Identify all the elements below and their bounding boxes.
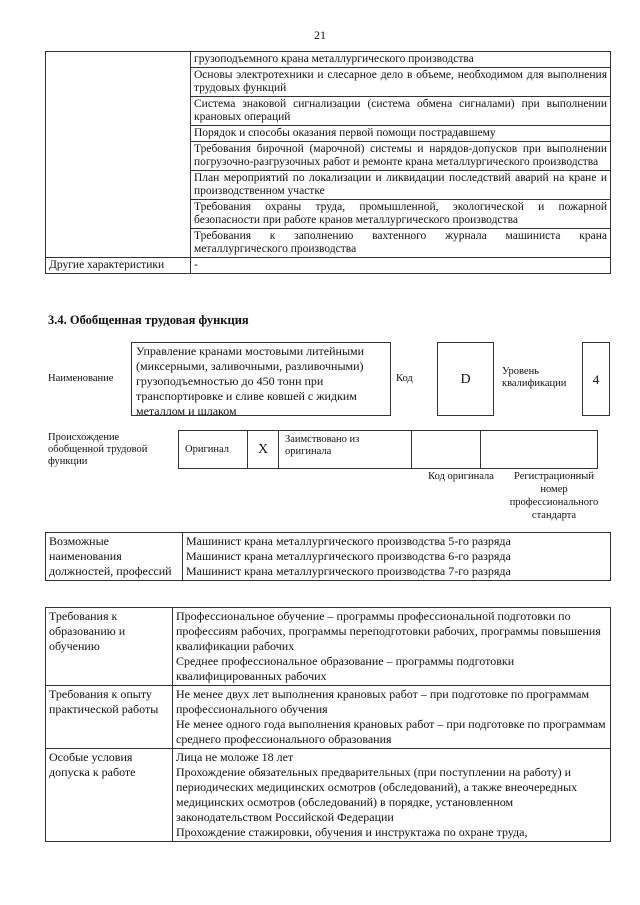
- positions-table: [45, 532, 611, 581]
- other-characteristics-label: Другие характеристики: [46, 258, 191, 274]
- education-item: Среднее профессиональное образование – программы подготовки квалифицированных рабочих: [176, 654, 515, 683]
- position-item: Машинист крана металлургического производства 5-го разряда: [186, 534, 511, 548]
- code-label: Код: [396, 373, 413, 384]
- knowledge-item: Порядок и способы оказания первой помощи пострадавшему: [191, 126, 611, 142]
- knowledge-item: План мероприятий по локализации и ликвидации последствий аварий на кране и производственном участке: [191, 171, 611, 200]
- page-number: 21: [314, 28, 326, 42]
- condition-item: Прохождение стажировки, обучения и инструктажа по охране труда,: [176, 825, 528, 839]
- qualification-level-label: Уровень квалификации: [502, 366, 567, 389]
- condition-item: Лица не моложе 18 лет: [176, 750, 294, 764]
- knowledge-table: [45, 51, 611, 274]
- name-label: Наименование: [48, 373, 114, 384]
- qualification-level: 4: [582, 342, 610, 416]
- conditions-label: Особые условия допуска к работе: [46, 749, 173, 842]
- position-item: Машинист крана металлургического производства 7-го разряда: [186, 564, 511, 578]
- education-label: Требования к образованию и обучению: [46, 608, 173, 686]
- code-caption: Код оригинала: [428, 471, 494, 482]
- knowledge-item: грузоподъемного крана металлургического производства: [191, 52, 611, 68]
- knowledge-item: Требования к заполнению вахтенного журнала машиниста крана металлургического производства: [191, 229, 611, 258]
- position-item: Машинист крана металлургического производства 6-го разряда: [186, 549, 511, 563]
- positions-label: Возможные наименования должностей, профессий: [46, 533, 183, 581]
- experience-item: Не менее одного года выполнения крановых работ – при подготовке по программам среднего профессионального образования: [176, 717, 606, 746]
- borrowed-label: Заимствовано из оригинала: [279, 431, 412, 469]
- function-name: Управление кранами мостовыми литейными (миксерными, заливочными, разливочными) грузоподъемностью до 450 тонн при транспортировке и сливе ковшей с жидким металлом и шлаком: [131, 342, 391, 416]
- knowledge-item: Основы электротехники и слесарное дело в объеме, необходимом для выполнения трудовых функций: [191, 68, 611, 97]
- knowledge-item: Требования охраны труда, промышленной, экологической и пожарной безопасности при работе кранов металлургического производства: [191, 200, 611, 229]
- original-mark: X: [248, 431, 279, 469]
- knowledge-item: Требования бирочной (марочной) системы и нарядов-допусков при выполнении погрузочно-разгрузочных работ и ремонте крана металлургического производства: [191, 142, 611, 171]
- condition-item: Прохождение обязательных предварительных (при поступлении на работу) и периодических медицинских осмотров (обследований), а также внеочередных медицинских осмотров (обследований) в порядке, установленном законодательством Российской Федерации: [176, 765, 578, 824]
- knowledge-item: Система знаковой сигнализации (система обмена сигналами) при выполнении крановых операций: [191, 97, 611, 126]
- registration-caption: Регистрационный номер профессионального стандарта: [509, 471, 599, 521]
- experience-label: Требования к опыту практической работы: [46, 686, 173, 749]
- function-code: D: [437, 342, 494, 416]
- registration-number-cell: [481, 431, 598, 469]
- original-label: Оригинал: [179, 431, 248, 469]
- education-item: Профессиональное обучение – программы профессиональной подготовки по профессиям рабочих, программы переподготовки рабочих, программы повышения квалификации рабочих: [176, 609, 601, 653]
- section-title: 3.4. Обобщенная трудовая функция: [48, 313, 249, 327]
- requirements-table: [45, 607, 611, 842]
- experience-item: Не менее двух лет выполнения крановых работ – при подготовке по программам профессионального обучения: [176, 687, 590, 716]
- origin-table: [178, 430, 598, 469]
- origin-label: Происхождение обобщенной трудовой функции: [48, 432, 148, 467]
- other-characteristics-value: -: [191, 258, 611, 274]
- original-code-cell: [412, 431, 481, 469]
